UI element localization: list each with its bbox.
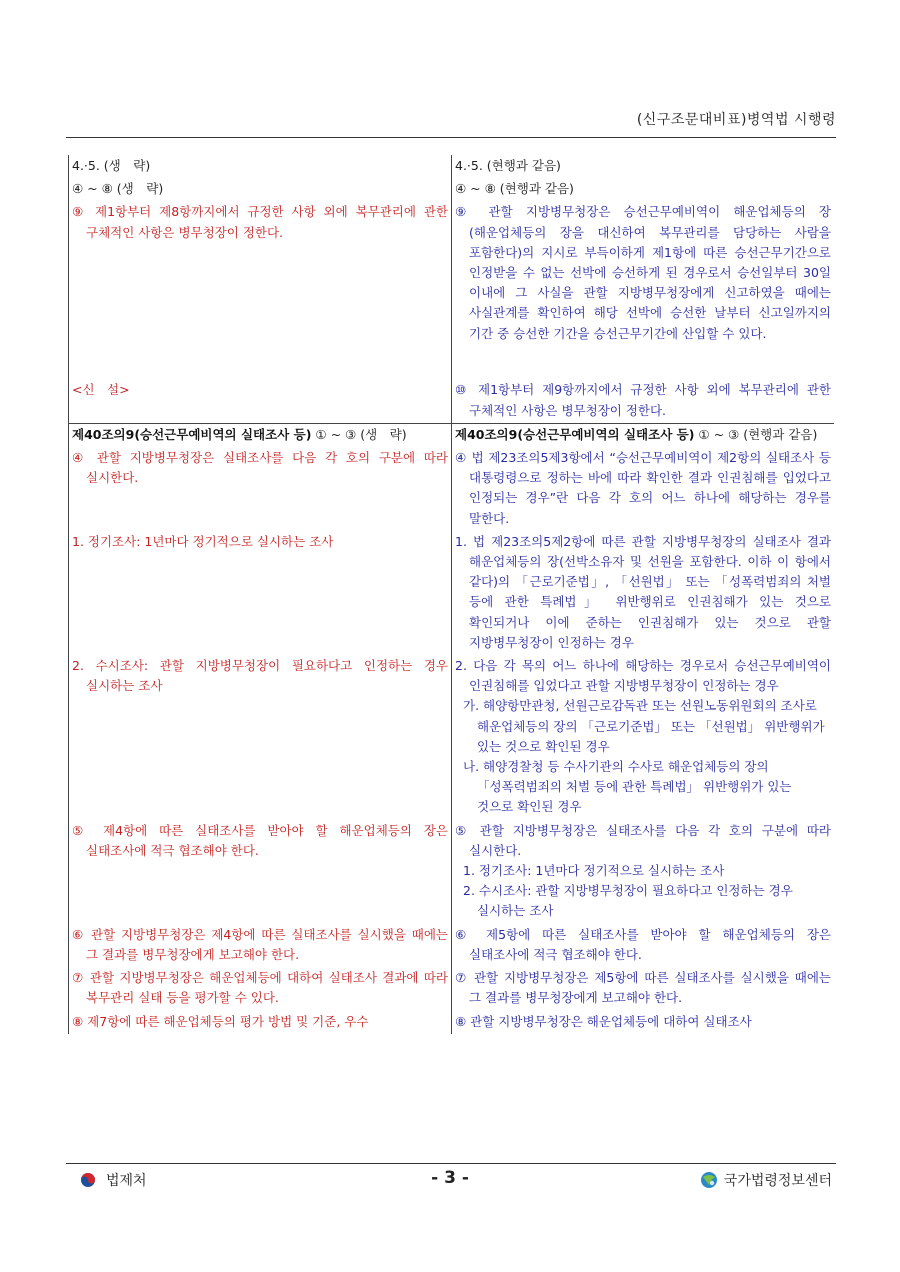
old-text-cell (69, 924, 452, 967)
table-row (69, 820, 835, 924)
old-text-cell (69, 178, 452, 201)
new-text: ④ ~ ⑧ (현행과 같음) (455, 181, 574, 197)
article-heading-old (72, 425, 448, 445)
old-text: ⑥ 관할 지방병무청장은 제4항에 따른 실태조사를 실시했을 때에는 그 결과를 병무청장에게 보고해야 한다. (72, 926, 448, 962)
comparison-table-container (68, 155, 834, 1126)
globe-logo-icon (700, 1171, 718, 1189)
new-text-cell (452, 379, 835, 423)
article-title-new: 제40조의9(승선근무예비역의 실태조사 등) (455, 426, 695, 442)
old-text: ④ 관할 지방병무청장은 실태조사를 다음 각 호의 구분에 따라 실시한다. (72, 450, 448, 486)
new-text-cell (452, 820, 835, 924)
table-row (69, 531, 835, 655)
old-text-cell (69, 1011, 452, 1034)
footer-source-label: 법제처 (106, 1173, 147, 1189)
document-header-title: (신구조문대비표)병역법 시행령 (636, 112, 836, 128)
old-text: <신 설> (72, 382, 130, 398)
table-row (69, 155, 835, 178)
new-text: ⑨ 관할 지방병무청장은 승선근무예비역이 해운업체등의 장(해운업체등의 장을 대신하여 복무관리를 담당하는 사람을 포함한다)의 지시로 부득이하게 제1항에 따른 승선근무기간으로 인정받을 수 없는 선박에 승선하게 된 경우로서 승선일부터 30일 이내에 그 사실을 관할 지방병무청장에게 신고하였을 때에는 사실관계를 확인하여 해당 선박에 승선한 날부터 신고일까지의 기간 중 승선한 기간을 승선근무기간에 산입할 수 있다. (455, 204, 831, 341)
new-text-cell (452, 178, 835, 201)
table-row (69, 967, 835, 1010)
old-text: ④ ~ ⑧ (생 략) (72, 181, 164, 197)
article-rest-new: ① ~ ③ (현행과 같음) (694, 426, 818, 442)
old-text-cell (69, 655, 452, 820)
old-text: 4.·5. (생 략) (72, 158, 151, 173)
header-divider (66, 137, 836, 138)
new-text-cell (452, 967, 835, 1010)
old-text-cell (69, 423, 452, 447)
new-text: ⑩ 제1항부터 제9항까지에서 규정한 사항 외에 복무관리에 관한 구체적인 사항은 병무청장이 정한다. (455, 382, 831, 418)
new-subitem: 나. 해양경찰청 등 수사기관의 수사로 해운업체등의 장의 「성폭력범죄의 처벌 등에 관한 특례법」 위반행위가 있는 것으로 확인된 경우 (463, 759, 792, 815)
page-number: - 3 - (431, 1168, 469, 1188)
new-subitem: 2. 수시조사: 관할 지방병무청장이 필요하다고 인정하는 경우 실시하는 조사 (463, 883, 793, 919)
old-text: ⑦ 관할 지방병무청장은 해운업체등에 대하여 실태조사 결과에 따라 복무관리 실태 등을 평가할 수 있다. (72, 970, 448, 1006)
new-text-cell (452, 423, 835, 447)
footer-divider (66, 1163, 836, 1164)
article-rest-old: ① ~ ③ (생 략) (311, 426, 407, 442)
new-text: 4.·5. (현행과 같음) (455, 158, 561, 173)
new-text-cell (452, 1011, 835, 1034)
new-text: ⑦ 관할 지방병무청장은 제5항에 따른 실태조사를 실시했을 때에는 그 결과를 병무청장에게 보고해야 한다. (455, 970, 831, 1006)
new-text: ④ 법 제23조의5제3항에서 “승선근무예비역이 제2항의 실태조사 등 대통령령으로 정하는 바에 따라 확인한 결과 인권침해를 입었다고 인정되는 경우”란 다음 각 호의 어느 하나에 해당하는 경우를 말한다. (455, 450, 831, 526)
table-row (69, 379, 835, 423)
comparison-table (68, 155, 834, 1034)
table-row (69, 423, 835, 447)
table-row (69, 924, 835, 967)
old-text-cell (69, 201, 452, 379)
table-row (69, 447, 835, 531)
old-text-cell (69, 447, 452, 531)
article-heading-new (455, 425, 831, 445)
new-text: 2. 다음 각 목의 어느 하나에 해당하는 경우로서 승선근무예비역이 인권침해를 입었다고 관할 지방병무청장이 인정하는 경우 (455, 658, 831, 694)
old-text: ⑤ 제4항에 따른 실태조사를 받아야 할 해운업체등의 장은 실태조사에 적극 협조해야 한다. (72, 822, 448, 858)
table-row (69, 1011, 835, 1034)
new-text-cell (452, 655, 835, 820)
old-text: ⑨ 제1항부터 제8항까지에서 규정한 사항 외에 복무관리에 관한 구체적인 사항은 병무청장이 정한다. (72, 204, 448, 240)
new-text: ⑤ 관할 지방병무청장은 실태조사를 다음 각 호의 구분에 따라 실시한다. (455, 822, 831, 858)
old-text-cell (69, 820, 452, 924)
new-text: ⑥ 제5항에 따른 실태조사를 받아야 할 해운업체등의 장은 실태조사에 적극 협조해야 한다. (455, 926, 831, 962)
old-text-cell (69, 379, 452, 423)
old-text-cell (69, 155, 452, 178)
new-text: 1. 법 제23조의5제2항에 따른 관할 지방병무청장의 실태조사 결과 해운업체등의 장(선박소유자 및 선원을 포함한다. 이하 이 항에서 같다)의 「근로기준법」, 「선원법」 또는 「성폭력범죄의 처벌 등에 관한 특례법」 위반행위로 인권침해가 있는 것으로 확인되거나 이에 준하는 인권침해가 있는 것으로 관할 지방병무청장이 인정하는 경우 (455, 533, 831, 650)
new-text-cell (452, 155, 835, 178)
table-row (69, 201, 835, 379)
new-subitem: 1. 정기조사: 1년마다 정기적으로 실시하는 조사 (463, 863, 725, 879)
new-subitem: 가. 해양항만관청, 선원근로감독관 또는 선원노동위원회의 조사로 해운업체등의 장의 「근로기준법」 또는 「선원법」 위반행위가 있는 것으로 확인된 경우 (463, 698, 825, 754)
old-text-cell (69, 967, 452, 1010)
new-text-cell (452, 531, 835, 655)
new-text-cell (452, 447, 835, 531)
old-text-cell (69, 531, 452, 655)
new-text-cell (452, 201, 835, 379)
table-row (69, 178, 835, 201)
new-text-cell (452, 924, 835, 967)
old-text: 2. 수시조사: 관할 지방병무청장이 필요하다고 인정하는 경우 실시하는 조사 (72, 658, 448, 694)
new-text: ⑧ 관할 지방병무청장은 해운업체등에 대하여 실태조사 (455, 1013, 752, 1029)
old-text: 1. 정기조사: 1년마다 정기적으로 실시하는 조사 (72, 533, 334, 549)
table-row (69, 655, 835, 820)
old-text: ⑧ 제7항에 따른 해운업체등의 평가 방법 및 기준, 우수 (72, 1013, 369, 1029)
footer-center-label: 국가법령정보센터 (723, 1173, 832, 1189)
article-title-old: 제40조의9(승선근무예비역의 실태조사 등) (72, 426, 312, 442)
footer-right (700, 1170, 832, 1190)
